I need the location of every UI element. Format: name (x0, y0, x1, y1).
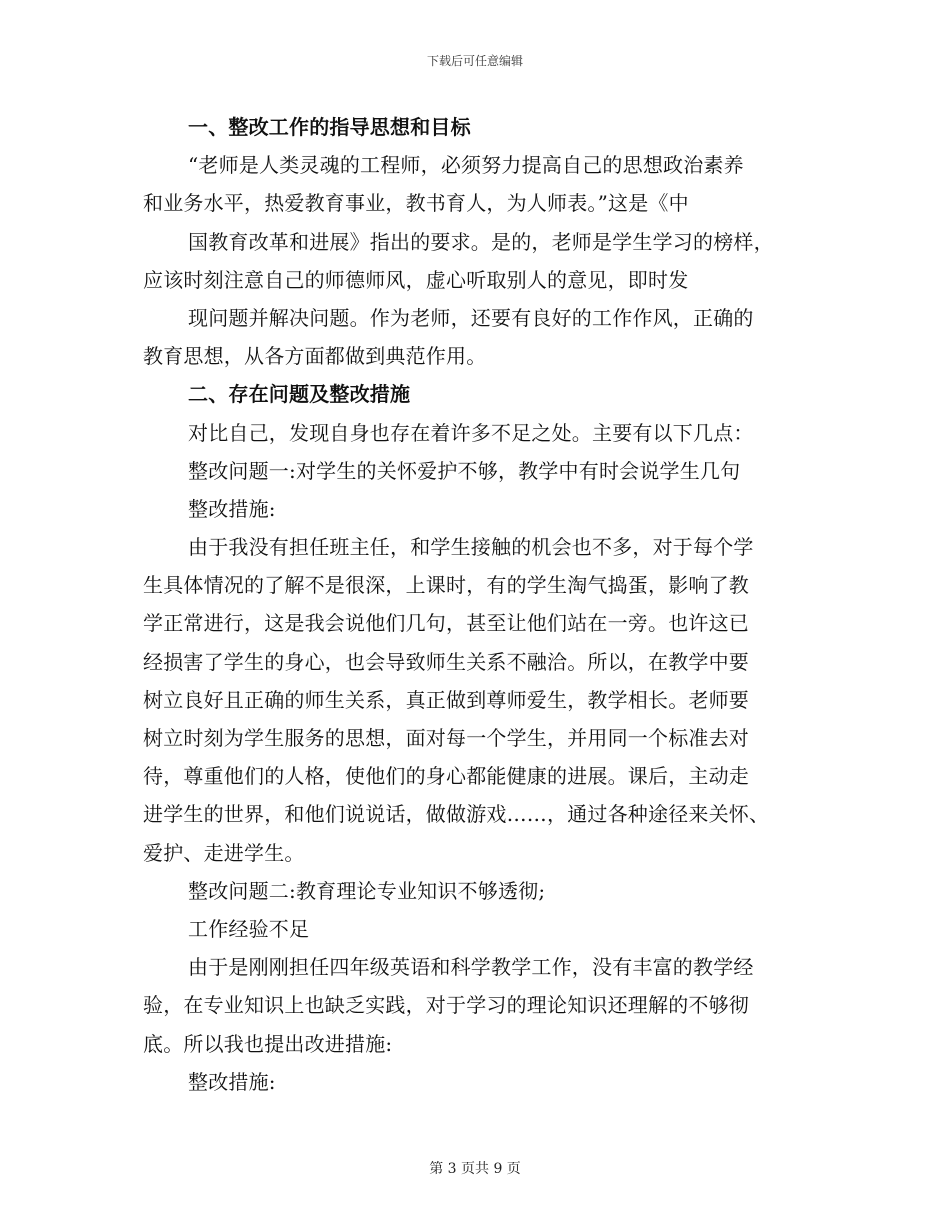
section-heading-2: 二、存在问题及整改措施 (188, 382, 411, 407)
paragraph-line: 现问题并解决问题。作为老师，还要有良好的工作作风，正确的 (188, 305, 754, 330)
paragraph-line: 工作经验不足 (188, 916, 310, 941)
paragraph-line: 验，在专业知识上也缺乏实践，对于学习的理论知识还理解的不够彻 (143, 993, 749, 1018)
paragraph-line: 学正常进行，这是我会说他们几句，甚至让他们站在一旁。也许这已 (143, 611, 749, 636)
paragraph-line: 国教育改革和进展》指出的要求。是的，老师是学生学习的榜样， (188, 229, 774, 254)
paragraph-line: 由于我没有担任班主任，和学生接触的机会也不多，对于每个学 (188, 535, 754, 560)
paragraph-line: 整改问题二:教育理论专业知识不够透彻; (188, 878, 546, 903)
paragraph-line: 整改措施: (188, 496, 276, 521)
paragraph-line: 经损害了学生的身心，也会导致师生关系不融洽。所以，在教学中要 (143, 649, 749, 674)
paragraph-line: 对比自己，发现自身也存在着许多不足之处。主要有以下几点： (188, 420, 754, 445)
page-footer: 第 3 页共 9 页 (429, 1161, 521, 1177)
document-body (143, 108, 808, 1101)
paragraph-line: 由于是刚刚担任四年级英语和科学教学工作，没有丰富的教学经 (188, 955, 754, 980)
page-header: 下载后可任意编辑 (426, 54, 523, 68)
paragraph-line: 树立时刻为学生服务的思想，面对每一个学生，并用同一个标准去对 (143, 726, 749, 750)
paragraph-line: 爱护、走进学生。 (143, 840, 305, 865)
paragraph-line: 整改措施: (188, 1069, 276, 1094)
paragraph-line: “老师是人类灵魂的工程师，必须努力提高自己的思想政治素养 (188, 153, 744, 178)
paragraph-line: 待，尊重他们的人格，使他们的身心都能健康的进展。课后，主动走 (143, 764, 749, 789)
paragraph-line: 进学生的世界，和他们说说话，做做游戏……，通过各种途径来关怀、 (143, 802, 770, 827)
paragraph-line: 整改问题一:对学生的关怀爱护不够，教学中有时会说学生几句 (188, 458, 741, 483)
paragraph-line: 和业务水平，热爱教育事业，教书育人，为人师表。”这是《中 (143, 191, 689, 216)
paragraph-line: 底。所以我也提出改进措施: (143, 1031, 393, 1056)
paragraph-line: 生具体情况的了解不是很深，上课时，有的学生淘气捣蛋，影响了教 (143, 573, 749, 598)
section-heading-1: 一、整改工作的指导思想和目标 (188, 115, 471, 139)
paragraph-line: 树立良好且正确的师生关系，真正做到尊师爱生，教学相长。老师要 (143, 687, 749, 712)
paragraph-line: 应该时刻注意自己的师德师风，虚心听取别人的意见，即时发 (143, 267, 689, 292)
paragraph-line: 教育思想，从各方面都做到典范作用。 (143, 344, 487, 369)
